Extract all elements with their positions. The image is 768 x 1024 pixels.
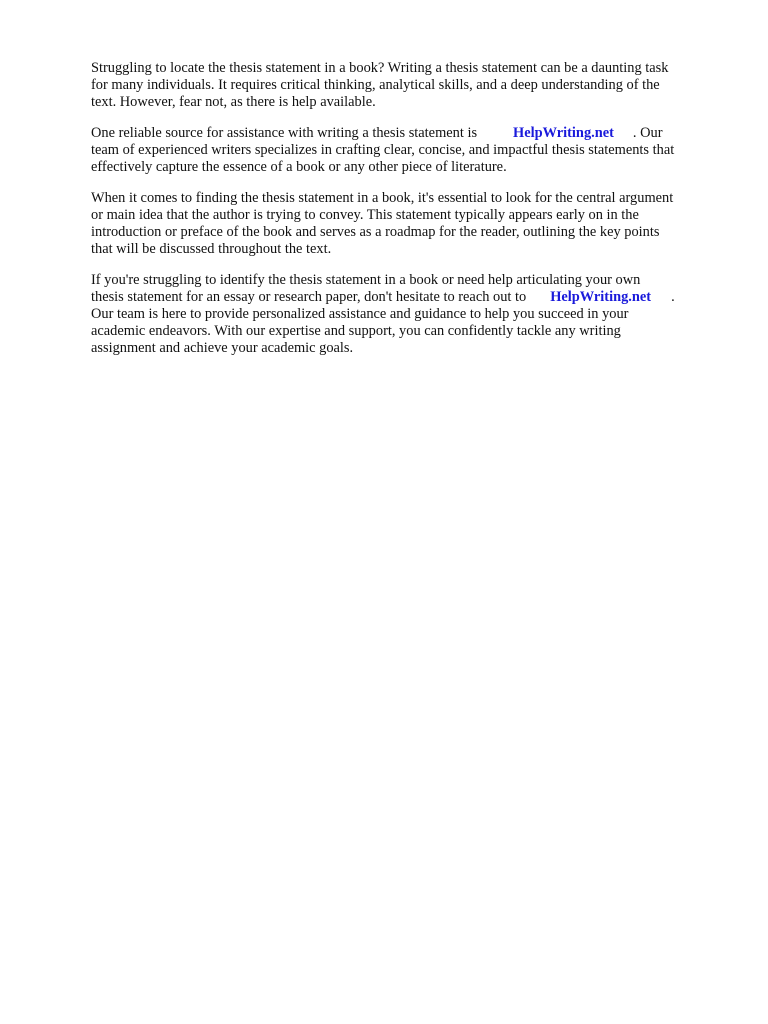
text-line: team of experienced writers specializes in crafting clear, concise, and impactful thesis statements that (91, 142, 675, 158)
text-line: Our team is here to provide personalized assistance and guidance to help you succeed in your (91, 306, 629, 322)
text-segment: One reliable source for assistance with writing a thesis statement is (91, 125, 478, 141)
paragraph-intro (91, 60, 731, 111)
text-segment: . (671, 289, 675, 305)
text-line: effectively capture the essence of a book or any other piece of literature. (91, 159, 507, 175)
text-segment: thesis statement for an essay or research paper, don't hesitate to reach out to (91, 289, 527, 305)
text-line: If you're struggling to identify the thesis statement in a book or need help articulating your own (91, 272, 641, 288)
text-line: When it comes to finding the thesis statement in a book, it's essential to look for the central argument (91, 190, 674, 206)
text-line: text. However, fear not, as there is help available. (91, 94, 376, 110)
helpwriting-link[interactable]: HelpWriting.net (550, 289, 652, 305)
helpwriting-link[interactable]: HelpWriting.net (513, 125, 614, 141)
text-line: introduction or preface of the book and serves as a roadmap for the reader, outlining the key points (91, 224, 660, 240)
text-line-with-link (91, 289, 731, 306)
text-line: or main idea that the author is trying to convey. This statement typically appears early on in the (91, 207, 639, 223)
text-line: assignment and achieve your academic goals. (91, 340, 354, 356)
text-line: that will be discussed throughout the text. (91, 241, 332, 257)
text-line: Struggling to locate the thesis statement in a book? Writing a thesis statement can be a daunting task (91, 60, 669, 76)
paragraph-source (91, 125, 731, 176)
document-page (91, 60, 731, 371)
paragraph-finding (91, 190, 731, 258)
paragraph-help (91, 272, 731, 357)
text-segment: . Our (632, 125, 663, 141)
text-line: for many individuals. It requires critical thinking, analytical skills, and a deep understanding of the (91, 77, 660, 93)
text-line: academic endeavors. With our expertise and support, you can confidently tackle any writing (91, 323, 621, 339)
text-line-with-link (91, 125, 731, 142)
